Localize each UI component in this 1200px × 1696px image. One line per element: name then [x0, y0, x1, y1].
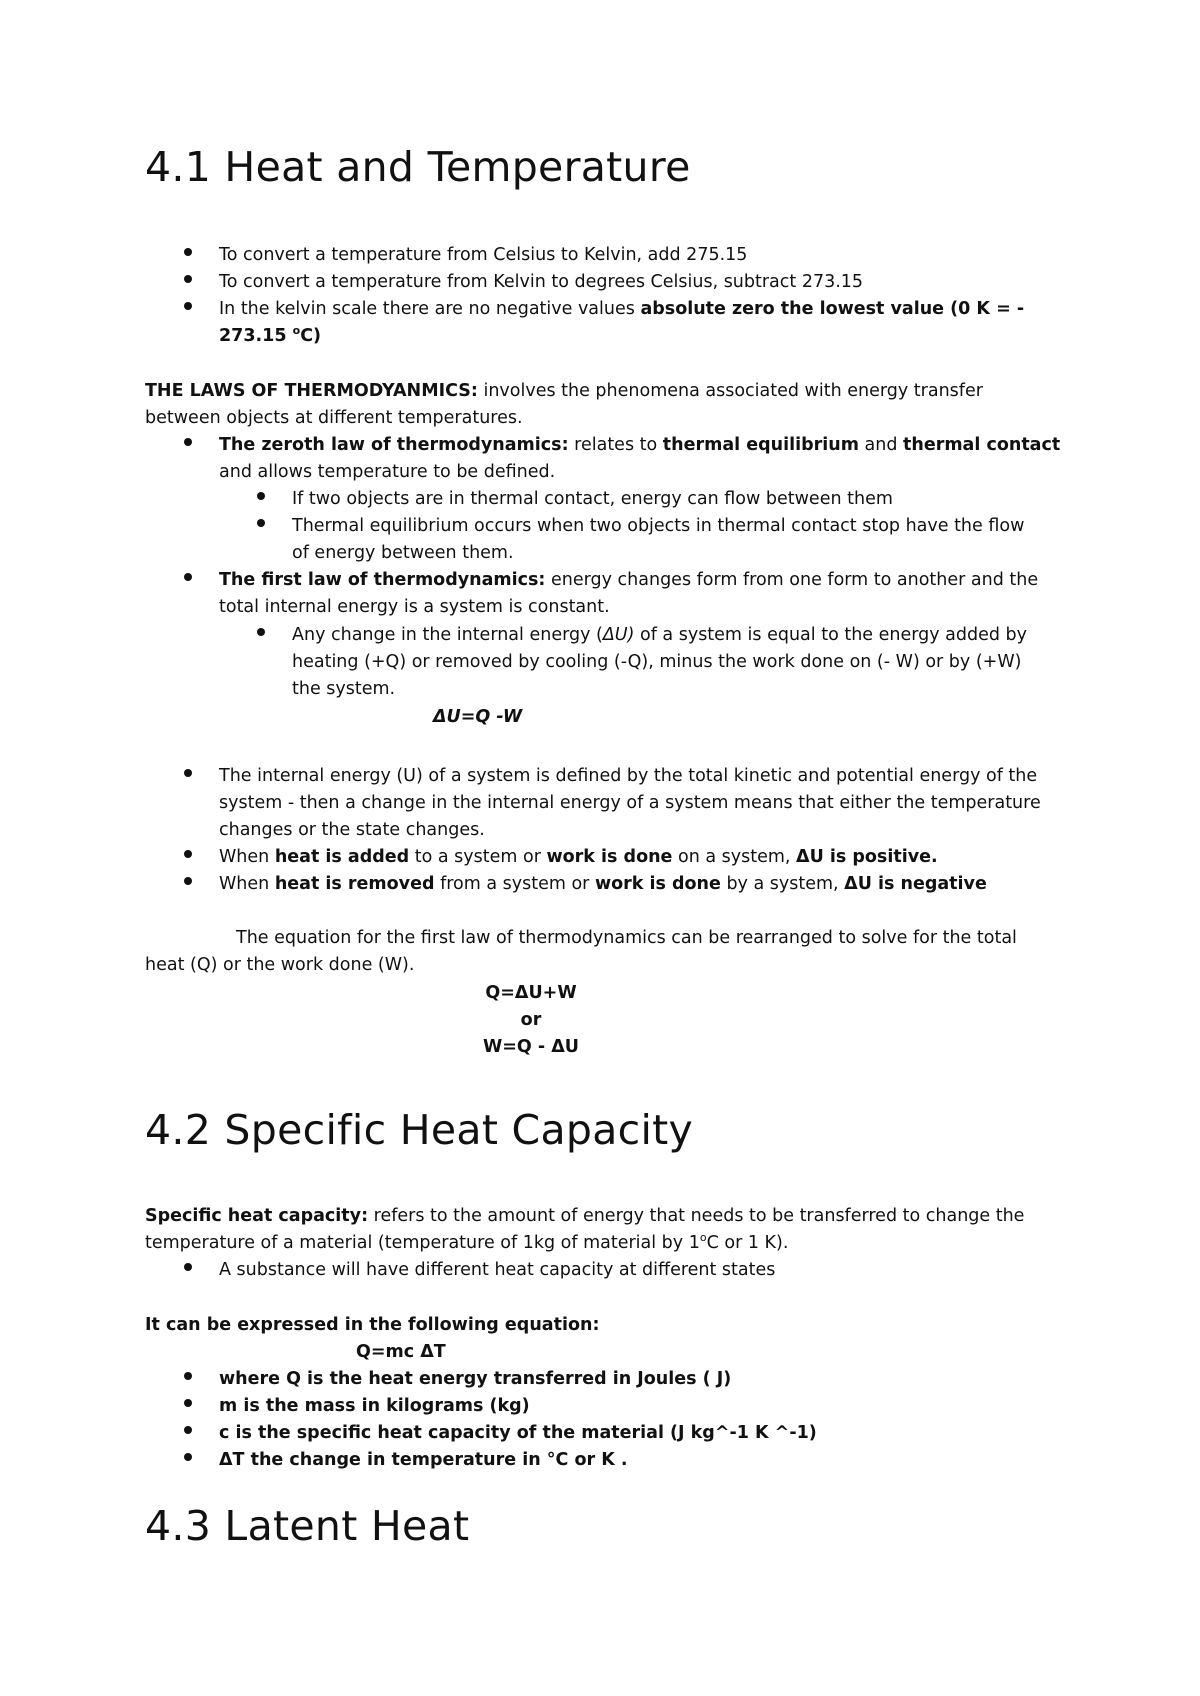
variable-definition: ΔT the change in temperature in °C or K .	[219, 1450, 628, 1470]
specific-heat-equation: Q=mc ΔT	[356, 1342, 446, 1362]
paragraph: The equation for the first law of thermodynamics can be rearranged to solve for the total	[236, 928, 1017, 948]
laws-paragraph-continuation: between objects at different temperatures.	[145, 408, 523, 428]
equation-or: or	[520, 1010, 542, 1030]
bullet-icon	[184, 850, 192, 858]
bullet-text-continuation: 273.15 $^o$C)	[219, 324, 322, 346]
bullet-icon	[184, 1453, 192, 1461]
bullet-icon	[257, 519, 265, 527]
heading-4-1: 4.1 Heat and Temperature	[145, 143, 691, 191]
bullet-icon	[184, 302, 192, 310]
bullet-icon	[184, 573, 192, 581]
bullet-text: When heat is added to a system or work is done on a system, ΔU is positive.	[219, 847, 938, 867]
sub-bullet-text: If two objects are in thermal contact, energy can flow between them	[292, 489, 893, 509]
heading-4-2: 4.2 Specific Heat Capacity	[145, 1106, 694, 1154]
laws-paragraph: THE LAWS OF THERMODYANMICS: involves the phenomena associated with energy transfer	[145, 381, 983, 401]
first-law-continuation: total internal energy is a system is constant.	[219, 597, 610, 617]
sub-bullet-text-continuation: the system.	[292, 679, 396, 699]
bullet-icon	[257, 628, 265, 636]
variable-definition: m is the mass in kilograms (kg)	[219, 1396, 530, 1416]
heading-4-3: 4.3 Latent Heat	[145, 1502, 470, 1550]
zeroth-law: The zeroth law of thermodynamics: relates to thermal equilibrium and thermal contact	[219, 435, 1061, 455]
paragraph-continuation: heat (Q) or the work done (W).	[145, 955, 415, 975]
bullet-icon	[184, 877, 192, 885]
bullet-icon	[184, 769, 192, 777]
bullet-text: To convert a temperature from Kelvin to degrees Celsius, subtract 273.15	[219, 272, 864, 292]
definition-paragraph-continuation: temperature of a material (temperature of 1kg of material by 1$^o$C or 1 K).	[145, 1231, 789, 1253]
bullet-text: When heat is removed from a system or work is done by a system, ΔU is negative	[219, 874, 987, 894]
equation-heat: Q=ΔU+W	[485, 983, 577, 1003]
variable-definition: where Q is the heat energy transferred in Joules ( J)	[219, 1369, 732, 1389]
bullet-text: The internal energy (U) of a system is defined by the total kinetic and potential energy of the	[219, 766, 1038, 786]
bullet-text: A substance will have different heat capacity at different states	[219, 1260, 776, 1280]
bullet-icon	[184, 248, 192, 256]
bullet-icon	[257, 492, 265, 500]
sub-bullet-text-continuation: heating (+Q) or removed by cooling (-Q), minus the work done on (- W) or by (+W)	[292, 652, 1022, 672]
definition-paragraph: Specific heat capacity: refers to the amount of energy that needs to be transferred to change the	[145, 1206, 1025, 1226]
bullet-text: To convert a temperature from Celsius to Kelvin, add 275.15	[219, 245, 748, 265]
bullet-text-continuation: changes or the state changes.	[219, 820, 485, 840]
expression-heading: It can be expressed in the following equation:	[145, 1315, 600, 1335]
equation-work: W=Q - ΔU	[482, 1037, 580, 1057]
zeroth-law-continuation: and allows temperature to be defined.	[219, 462, 556, 482]
bullet-icon	[184, 1399, 192, 1407]
bullet-icon	[184, 1372, 192, 1380]
bullet-icon	[184, 438, 192, 446]
variable-definition: c is the specific heat capacity of the material (J kg^-1 K ^-1)	[219, 1423, 817, 1443]
sub-bullet-text: Any change in the internal energy (ΔU) of a system is equal to the energy added by	[292, 625, 1027, 645]
bullet-text: In the kelvin scale there are no negative values absolute zero the lowest value (0 K = -	[219, 299, 1025, 319]
bullet-icon	[184, 275, 192, 283]
bullet-icon	[184, 1263, 192, 1271]
bullet-icon	[184, 1426, 192, 1434]
first-law-equation: ΔU=Q -W	[433, 707, 523, 727]
sub-bullet-text: Thermal equilibrium occurs when two objects in thermal contact stop have the flow	[292, 516, 1025, 536]
sub-bullet-text-continuation: of energy between them.	[292, 543, 514, 563]
bullet-text-continuation: system - then a change in the internal energy of a system means that either the temperature	[219, 793, 1041, 813]
first-law: The first law of thermodynamics: energy changes form from one form to another and the	[219, 570, 1039, 590]
